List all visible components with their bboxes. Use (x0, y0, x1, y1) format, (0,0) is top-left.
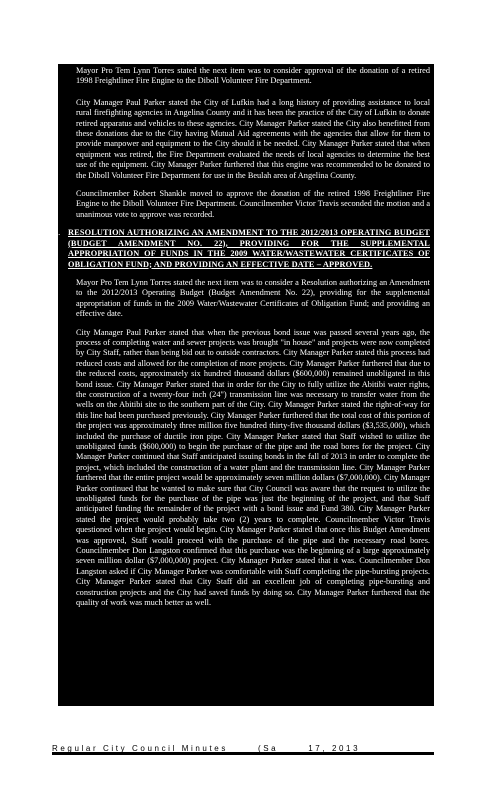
paragraph-intro-item9: Mayor Pro Tem Lynn Torres stated the next item was to consider a Resolution authorizing an Amendment to the 2012/2013 Operating Budget (Budget Amendment No. 22), providing for the supplemental appropriation of funds in the 2009 Water/Wastewater Certificates of Obligation Fund; and providing an effective date. (76, 277, 430, 319)
paragraph-parker-budget: City Manager Paul Parker stated that when the previous bond issue was passed several years ago, the process of completing water and sewer projects was brought "in house" and projects were now completed by City Staff, rather than being bid out to outside contractors. City Manager Parker stated this process had reduced costs and allowed for the completion of more projects. City Manager Parker furthered that due to the reduced costs, approximately six hundred thousand dollars ($600,000) remained unobligated in this bond issue. City Manager Parker stated that in order for the City to fully utilize the Abitibi water rights, the construction of a twenty-four inch (24") transmission line was necessary to transfer water from the wells on the Abitibi site to the southern part of the City. City Manager Parker stated the right-of-way for this line had been purchased previously. City Manager Parker furthered that the total cost of this portion of the project was approximately three million five hundred thirty-five thousand dollars ($3,535,000), which included the purchase of ductile iron pipe. City Manager Parker stated that Staff wished to utilize the unobligated funds ($600,000) to begin the purchase of the pipe and the road bores for the project. City Manager Parker continued that Staff anticipated issuing bonds in the fall of 2013 in order to complete the project, which included the construction of a water plant and the transmission line. City Manager Parker furthered that the entire project would be approximately seven million dollars ($7,000,000). City Manager Parker continued that he wanted to make sure that City Council was aware that the request to utilize the unobligated funds for the purchase of the pipe was just the beginning of the project, and that Staff anticipated funding the remainder of the project with a bond issue and Fund 380. City Manager Parker stated the project would probably take two (2) years to complete. Councilmember Victor Travis questioned when the project would begin. City Manager Parker stated that once this Budget Amendment was approved, Staff would proceed with the purchase of the pipe and the necessary road bores. Councilmember Don Langston confirmed that this purchase was the beginning of a large approximately seven million dollar ($7,000,000) project. City Manager Parker stated that it was. Councilmember Don Langston asked if City Manager Parker was comfortable with Staff completing the pipe-bursting projects. City Manager Parker stated that City Staff did an excellent job of completing pipe-bursting and construction projects and the City had saved funds by doing so. City Manager Parker furthered that the quality of work was much better as well. (76, 327, 430, 608)
agenda-item-heading: RESOLUTION AUTHORIZING AN AMENDMENT TO THE 2012/2013 OPERATING BUDGET (BUDGET AMENDMENT NO. 22), PROVIDING FOR THE SUPPLEMENTAL APPROPRIATION OF FUNDS IN THE 2009 WATER/WASTEWATER CERTIFICATES OF OBLIGATION FUND; AND PROVIDING AN EFFECTIVE DATE – APPROVED. (68, 228, 430, 269)
minutes-page-body (54, 64, 434, 706)
page-footer (52, 742, 434, 754)
paragraph-parker-donation: City Manager Paul Parker stated the City of Lufkin had a long history of providing assistance to local rural firefighting agencies in Angelina County and it has been the practice of the City of Lufkin to donate retired apparatus and vehicles to these agencies. City Manager Parker stated the City also benefitted from these donations due to the City having Mutual Aid agreements with the agencies that allow for them to provide manpower and equipment to the City should it be needed. City Manager Parker stated that when equipment was retired, the Fire Department evaluated the needs of local agencies to determine the best use of the equipment. City Manager Parker furthered that this engine was recommended to be donated to the Diboll Volunteer Fire Department for use in the Beulah area of Angelina County. (76, 97, 430, 180)
agenda-item-9 (54, 228, 430, 270)
agenda-item-number: 9. (54, 228, 61, 238)
footer-date: 17, 2013 (308, 743, 361, 753)
paragraph-intro-item8: Mayor Pro Tem Lynn Torres stated the next item was to consider approval of the donation of a retired 1998 Freightliner Fire Engine to the Diboll Volunteer Fire Department. (76, 66, 430, 86)
footer-title: Regular City Council Minutes (52, 743, 228, 753)
agenda-item-content (68, 228, 430, 270)
footer-date-prefix: (Sa (257, 743, 279, 753)
paragraph-motion: Councilmember Robert Shankle moved to approve the donation of the retired 1998 Freightliner Fire Engine to the Diboll Volunteer Fire Department. Councilmember Victor Travis seconded the motion and a unanimous vote to approve was recorded. (76, 189, 430, 219)
